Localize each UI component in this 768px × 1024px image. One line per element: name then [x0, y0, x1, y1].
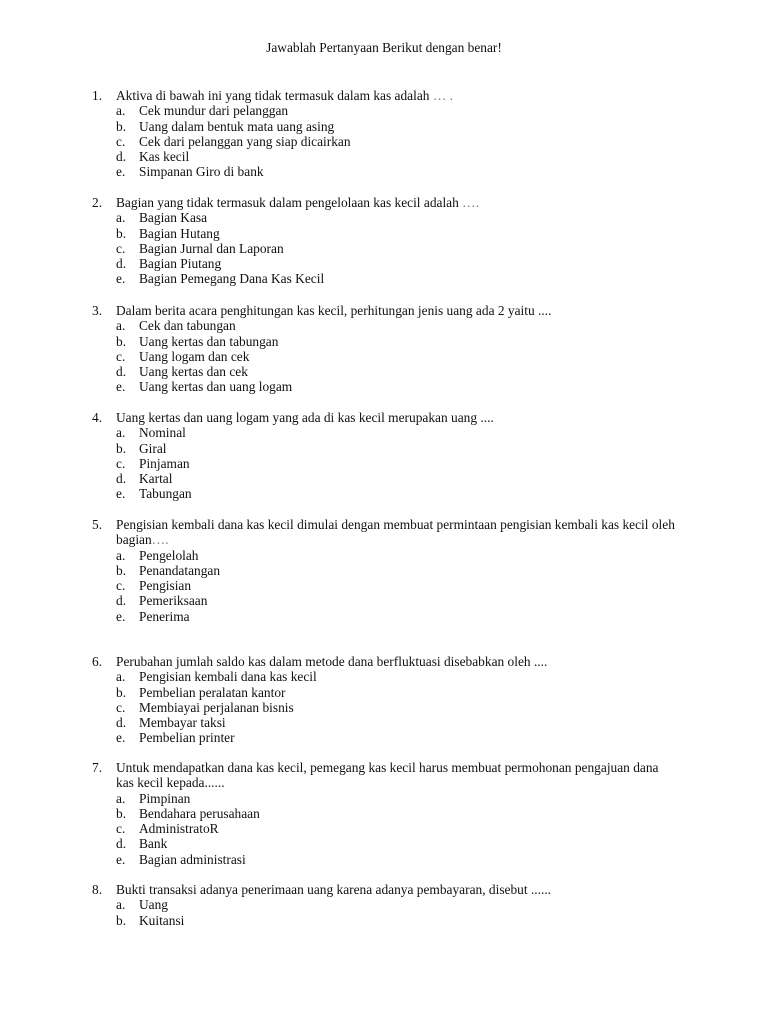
option-text: Pengisian kembali dana kas kecil: [139, 669, 317, 685]
option-letter: a.: [116, 318, 126, 334]
option-letter: b.: [116, 225, 127, 241]
option-b: [116, 226, 676, 241]
option-letter: d.: [116, 471, 127, 487]
option-text: Uang kertas dan tabungan: [139, 333, 279, 349]
option-d: [116, 256, 676, 271]
option-letter: c.: [116, 699, 126, 715]
option-b: [116, 334, 676, 349]
question-number: 3.: [92, 303, 103, 318]
option-letter: e.: [116, 379, 126, 395]
option-text: Pengisian: [139, 578, 192, 594]
option-list: [116, 318, 676, 394]
option-a: [116, 103, 676, 118]
option-letter: b.: [116, 440, 127, 456]
option-list: [116, 103, 676, 179]
option-text: Bagian Piutang: [139, 256, 222, 272]
question-text: [116, 654, 676, 669]
option-c: [116, 241, 676, 256]
option-text: Giral: [139, 440, 167, 456]
option-text: Uang: [139, 897, 169, 913]
option-letter: a.: [116, 103, 126, 119]
question-text-main: Pengisian kembali dana kas kecil dimulai dengan membuat permintaan pengisian kembali kas kecil oleh bagian: [116, 517, 675, 548]
question-number: 1.: [92, 88, 103, 103]
question-text: [116, 410, 676, 425]
page-title: Jawablah Pertanyaan Berikut dengan benar!: [266, 40, 502, 55]
option-text: Pembelian peralatan kantor: [139, 684, 286, 700]
question-text-main: Dalam berita acara penghitungan kas kecil, perhitungan jenis uang ada 2 yaitu ....: [116, 303, 552, 318]
option-letter: b.: [116, 118, 127, 134]
option-a: [116, 548, 676, 563]
option-d: [116, 715, 676, 730]
option-text: Pengelolah: [139, 547, 199, 563]
option-list: [116, 897, 676, 928]
option-letter: d.: [116, 256, 127, 272]
option-e: [116, 486, 676, 501]
question-text-main: Untuk mendapatkan dana kas kecil, pemegang kas kecil harus membuat permohonan pengajuan dana kas kecil kepada......: [116, 760, 659, 791]
option-list: [116, 210, 676, 286]
option-letter: e.: [116, 851, 126, 867]
option-text: Bank: [139, 836, 168, 852]
question-text: [116, 760, 676, 791]
question-text: [116, 517, 676, 548]
option-a: [116, 897, 676, 912]
option-text: Penandatangan: [139, 562, 221, 578]
option-letter: a.: [116, 210, 126, 226]
option-text: Bagian administrasi: [139, 851, 246, 867]
option-c: [116, 134, 676, 149]
option-text: Bagian Hutang: [139, 225, 220, 241]
option-b: [116, 913, 676, 928]
question-text-main: Bagian yang tidak termasuk dalam pengelolaan kas kecil adalah: [116, 195, 459, 210]
option-a: [116, 669, 676, 684]
option-c: [116, 821, 676, 836]
question-number: 5.: [92, 517, 103, 532]
option-letter: b.: [116, 805, 127, 821]
option-letter: d.: [116, 364, 127, 380]
option-b: [116, 685, 676, 700]
question-number: 4.: [92, 410, 103, 425]
option-letter: d.: [116, 836, 127, 852]
option-letter: c.: [116, 578, 126, 594]
option-letter: c.: [116, 348, 126, 364]
option-text: Pembelian printer: [139, 730, 235, 746]
question-text-main: Uang kertas dan uang logam yang ada di kas kecil merupakan uang ....: [116, 410, 494, 425]
option-a: [116, 791, 676, 806]
option-letter: e.: [116, 164, 126, 180]
option-text: Bagian Jurnal dan Laporan: [139, 240, 284, 256]
question-text: [116, 882, 676, 897]
option-letter: a.: [116, 790, 126, 806]
question-ellipsis: ….: [151, 532, 169, 548]
option-b: [116, 119, 676, 134]
option-letter: d.: [116, 715, 127, 731]
option-b: [116, 563, 676, 578]
option-d: [116, 593, 676, 608]
option-d: [116, 149, 676, 164]
question-text: [116, 88, 676, 103]
question-text-main: Perubahan jumlah saldo kas dalam metode dana berfluktuasi disebabkan oleh ....: [116, 654, 548, 669]
option-a: [116, 210, 676, 225]
option-e: [116, 852, 676, 867]
option-letter: a.: [116, 547, 126, 563]
option-letter: b.: [116, 912, 127, 928]
option-text: Pemeriksaan: [139, 593, 208, 609]
option-c: [116, 456, 676, 471]
option-e: [116, 730, 676, 745]
option-c: [116, 578, 676, 593]
question-number: 2.: [92, 195, 103, 210]
option-text: Bagian Pemegang Dana Kas Kecil: [139, 271, 325, 287]
option-text: Kas kecil: [139, 149, 190, 165]
option-c: [116, 700, 676, 715]
option-text: Membiayai perjalanan bisnis: [139, 699, 294, 715]
option-list: [116, 548, 676, 624]
option-text: Cek dan tabungan: [139, 318, 236, 334]
option-text: Uang logam dan cek: [139, 348, 250, 364]
question-number: 8.: [92, 882, 103, 897]
option-text: Pinjaman: [139, 455, 190, 471]
option-text: Bagian Kasa: [139, 210, 208, 226]
option-text: Pimpinan: [139, 790, 191, 806]
option-letter: d.: [116, 593, 127, 609]
option-a: [116, 318, 676, 333]
option-text: Simpanan Giro di bank: [139, 164, 264, 180]
option-letter: b.: [116, 684, 127, 700]
option-text: Cek mundur dari pelanggan: [139, 103, 289, 119]
question-text-main: Bukti transaksi adanya penerimaan uang karena adanya pembayaran, disebut ......: [116, 882, 552, 897]
option-b: [116, 441, 676, 456]
option-letter: a.: [116, 897, 126, 913]
option-letter: a.: [116, 669, 126, 685]
question-text-main: Aktiva di bawah ini yang tidak termasuk dalam kas adalah: [116, 88, 430, 103]
option-text: AdministratoR: [139, 821, 219, 837]
option-e: [116, 609, 676, 624]
option-text: Kuitansi: [139, 912, 185, 928]
option-text: Nominal: [139, 425, 186, 441]
option-e: [116, 379, 676, 394]
option-text: Kartal: [139, 471, 173, 487]
option-letter: c.: [116, 133, 126, 149]
option-letter: e.: [116, 608, 126, 624]
option-d: [116, 364, 676, 379]
question-ellipsis: … .: [429, 88, 453, 103]
option-text: Membayar taksi: [139, 715, 226, 731]
option-letter: d.: [116, 149, 127, 165]
option-text: Cek dari pelanggan yang siap dicairkan: [139, 133, 351, 149]
option-list: [116, 425, 676, 501]
option-text: Penerima: [139, 608, 190, 624]
option-a: [116, 425, 676, 440]
option-letter: c.: [116, 240, 126, 256]
option-letter: b.: [116, 562, 127, 578]
option-letter: e.: [116, 730, 126, 746]
option-text: Uang kertas dan uang logam: [139, 379, 293, 395]
option-letter: e.: [116, 486, 126, 502]
option-c: [116, 349, 676, 364]
option-text: Bendahara perusahaan: [139, 805, 260, 821]
option-letter: c.: [116, 455, 126, 471]
question-text: [116, 303, 676, 318]
option-letter: e.: [116, 271, 126, 287]
question-text: [116, 195, 676, 210]
option-letter: b.: [116, 333, 127, 349]
question-number: 6.: [92, 654, 103, 669]
option-text: Uang kertas dan cek: [139, 364, 248, 380]
option-letter: a.: [116, 425, 126, 441]
option-list: [116, 791, 676, 867]
option-list: [116, 669, 676, 745]
option-letter: c.: [116, 821, 126, 837]
option-text: Tabungan: [139, 486, 192, 502]
option-text: Uang dalam bentuk mata uang asing: [139, 118, 335, 134]
option-b: [116, 806, 676, 821]
question-ellipsis: ….: [458, 195, 479, 210]
question-number: 7.: [92, 760, 103, 775]
option-d: [116, 471, 676, 486]
option-e: [116, 164, 676, 179]
option-d: [116, 836, 676, 851]
option-e: [116, 271, 676, 286]
